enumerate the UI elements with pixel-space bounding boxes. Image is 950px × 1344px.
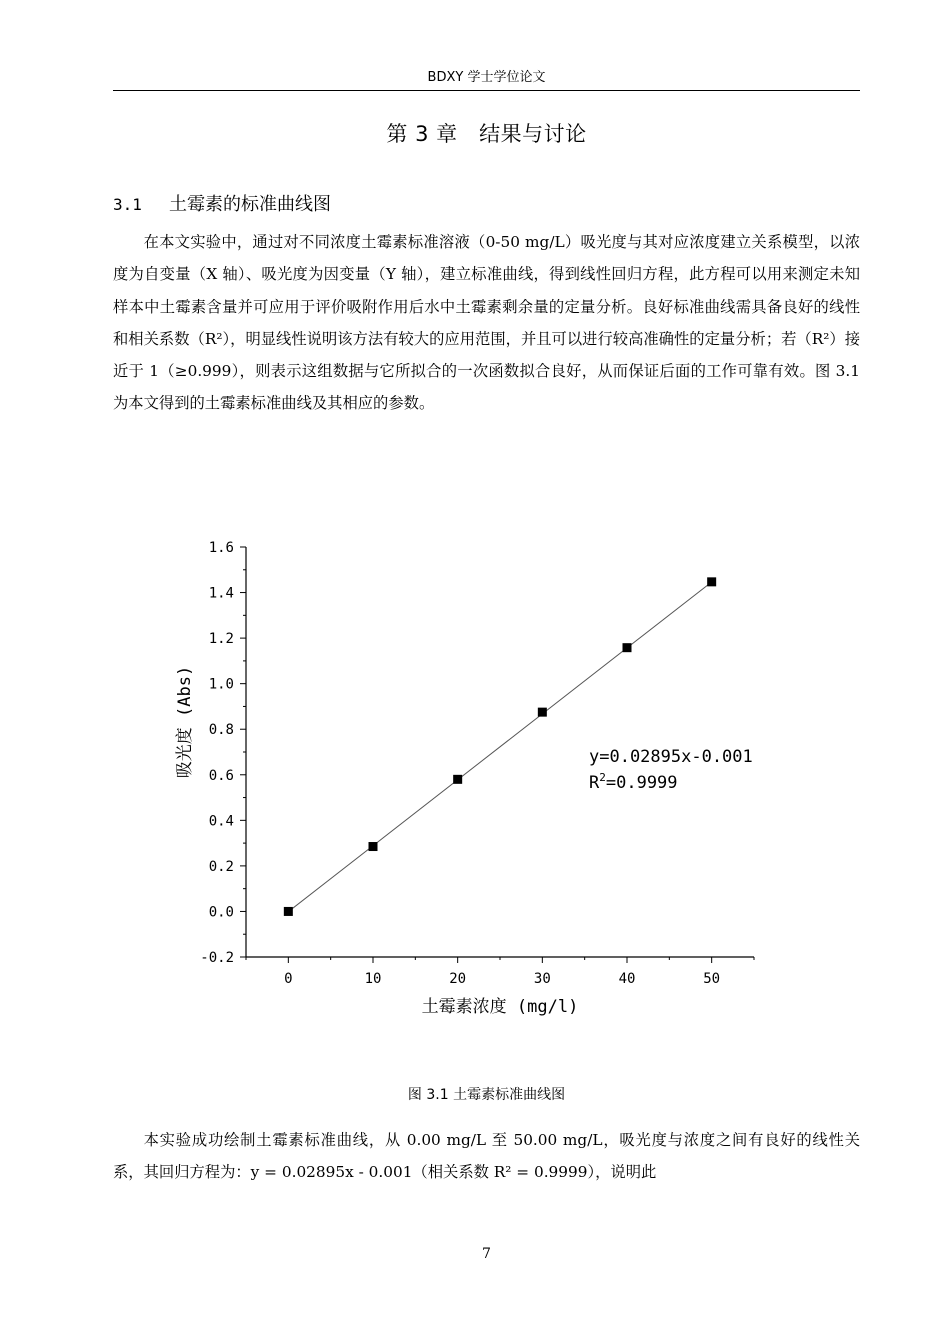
- header-rule: [113, 90, 860, 91]
- y-tick-label: 1.0: [208, 676, 234, 693]
- y-tick-label: 1.2: [208, 631, 234, 648]
- standard-curve-figure: [160, 530, 800, 1030]
- y-tick-label: 0.8: [208, 722, 234, 739]
- data-point: [369, 842, 378, 851]
- y-tick-label: 1.6: [208, 540, 234, 556]
- intro-paragraph: 在本文实验中，通过对不同浓度土霉素标准溶液（0-50 mg/L）吸光度与其对应浓度建立关系模型，以浓度为自变量（X 轴）、吸光度为因变量（Y 轴），建立标准曲线，得到线性回归方程，此方程可以用来测定未知样本中土霉素含量并可应用于评价吸附作用后水中土霉素剩余量的定量分析。良好标准曲线需具备良好的线性和相关系数（R²），明显线性说明该方法有较大的应用范围，并且可以进行较高准确性的定量分析；若（R²）接近于 1（≥0.999），则表示这组数据与它所拟合的一次函数拟合良好，从而保证后面的工作可靠有效。图 3.1 为本文得到的土霉素标准曲线及其相应的参数。: [113, 233, 860, 413]
- figure-caption: 图 3.1 土霉素标准曲线图: [407, 1087, 566, 1103]
- y-tick-label: 1.4: [208, 585, 234, 602]
- x-axis-title: 土霉素浓度 (mg/l): [421, 997, 579, 1017]
- standard-curve-chart: [160, 530, 800, 1030]
- fit-equation: y=0.02895x-0.001: [589, 747, 753, 767]
- x-tick-label: 30: [533, 971, 551, 987]
- y-tick-label: 0.0: [208, 904, 234, 921]
- y-tick-label: 0.6: [208, 767, 234, 784]
- data-point: [707, 577, 716, 586]
- x-tick-label: 0: [284, 971, 293, 987]
- section-heading: [113, 190, 331, 216]
- data-point: [623, 643, 632, 652]
- x-tick-label: 40: [618, 971, 636, 987]
- y-tick-label: 0.4: [208, 813, 234, 830]
- y-tick-label: -0.2: [200, 950, 234, 966]
- r-squared-label: $R^2=0.9999$: [589, 771, 678, 793]
- data-point: [284, 907, 293, 916]
- data-point: [453, 775, 462, 784]
- section-number: 3.1: [113, 195, 142, 214]
- chart-labels: [175, 666, 753, 1017]
- running-header: BDXY 学士学位论文: [427, 70, 546, 85]
- result-paragraph: 本实验成功绘制土霉素标准曲线，从 0.00 mg/L 至 50.00 mg/L，吸光度与浓度之间有良好的线性关系，其回归方程为：y = 0.02895x - 0.001（相关系数 R² = 0.9999），说明此: [113, 1131, 860, 1182]
- data-point: [538, 708, 547, 717]
- y-tick-label: 0.2: [208, 858, 234, 875]
- x-tick-label: 20: [449, 971, 467, 987]
- section-title: 土霉素的标准曲线图: [169, 194, 331, 215]
- x-tick-label: 50: [703, 971, 721, 987]
- x-tick-label: 10: [364, 971, 382, 987]
- chapter-title: 第 3 章 结果与讨论: [386, 122, 587, 146]
- y-axis-title: 吸光度 (Abs): [175, 665, 195, 779]
- page-number: 7: [482, 1246, 491, 1262]
